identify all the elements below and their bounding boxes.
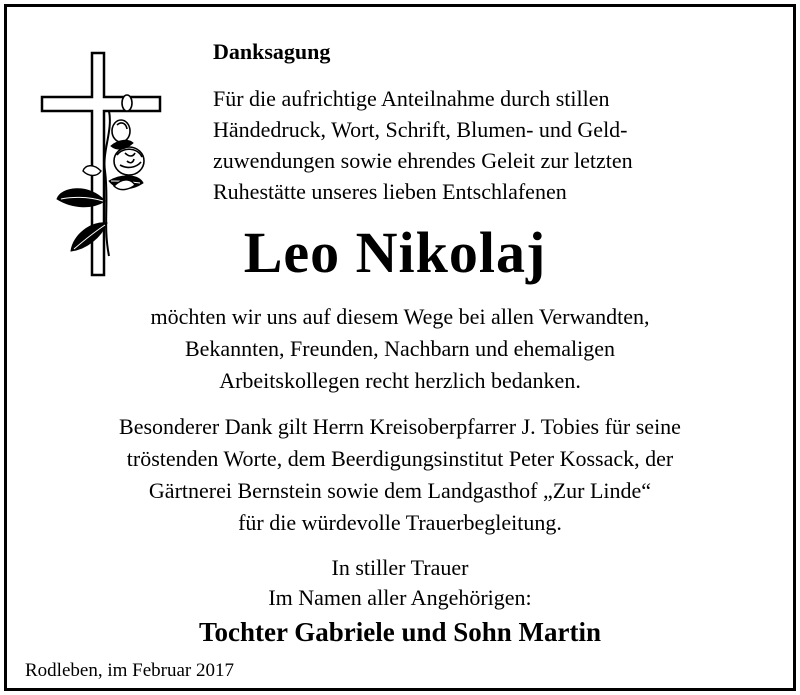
special-thanks-line: tröstenden Worte, dem Beerdigungsinstitut Peter Kossack, der: [126, 446, 674, 471]
intro-line: zuwendungen sowie ehrendes Geleit zur letzten: [213, 148, 633, 173]
intro-line: Für die aufrichtige Anteilnahme durch stillen: [213, 86, 610, 111]
thanks-line: Bekannten, Freunden, Nachbarn und ehemaligen: [184, 336, 616, 361]
thanks-paragraph: [7, 301, 793, 397]
special-thanks-line: Gärtnerei Bernstein sowie dem Landgasthof „Zur Linde“: [148, 478, 652, 503]
deceased-name: [7, 219, 793, 286]
mourning-paragraph: [7, 553, 793, 613]
notice-heading: Danksagung: [213, 39, 331, 64]
signers: Tochter Gabriele und Sohn Martin: [198, 617, 602, 647]
deceased-name-text: Leo Nikolaj: [243, 220, 547, 285]
intro-line: Ruhestätte unseres lieben Entschlafenen: [213, 179, 567, 204]
thanks-line: möchten wir uns auf diesem Wege bei allen Verwandten,: [150, 304, 650, 329]
mourning-line: In stiller Trauer: [331, 555, 469, 580]
place-date: Rodleben, im Februar 2017: [25, 660, 234, 681]
obituary-notice: [4, 4, 796, 691]
special-thanks-paragraph: [7, 411, 793, 539]
special-thanks-line: Besonderer Dank gilt Herrn Kreisoberpfarrer J. Tobies für seine: [119, 414, 681, 439]
intro-line: Händedruck, Wort, Schrift, Blumen- und Geld-: [213, 117, 628, 142]
intro-text: [213, 83, 633, 207]
thanks-line: Arbeitskollegen recht herzlich bedanken.: [219, 368, 581, 393]
mourning-line: Im Namen aller Angehörigen:: [268, 585, 532, 610]
special-thanks-line: für die würdevolle Trauerbegleitung.: [238, 510, 562, 535]
